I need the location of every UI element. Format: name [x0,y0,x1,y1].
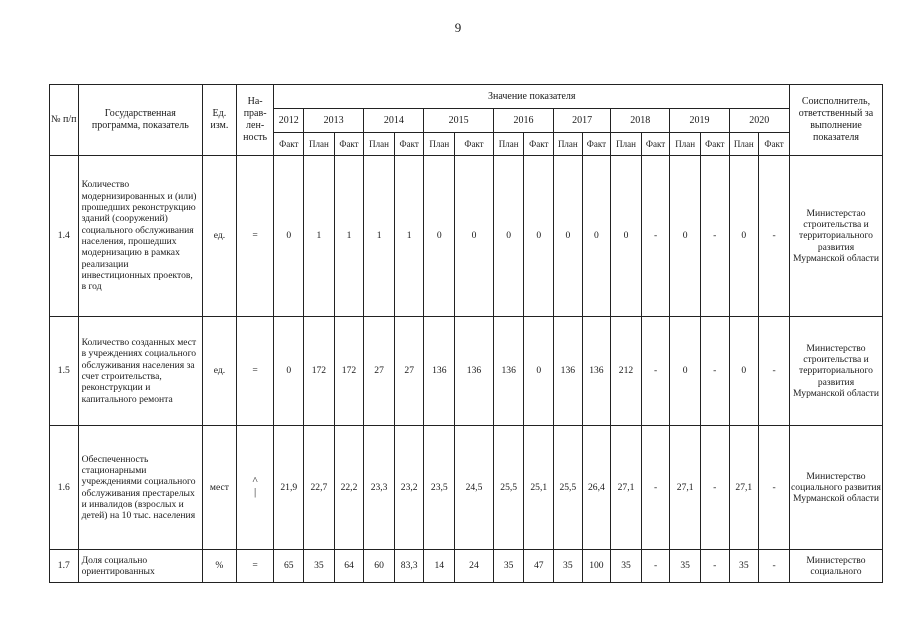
value-cell: 24,5 [455,426,494,550]
value-cell: 35 [670,550,701,583]
value-cell: 1 [304,156,335,317]
value-cell: - [641,317,670,426]
value-cell: 1 [394,156,424,317]
direction-cell: = [236,550,274,583]
value-cell: - [759,317,790,426]
value-cell: - [641,156,670,317]
value-cell: 136 [582,317,611,426]
value-cell: 0 [582,156,611,317]
value-cell: 35 [611,550,642,583]
year-header: 2019 [670,109,729,133]
indicator-name: Количество модернизированных и (или) прошедших реконструкцию зданий (сооружений) социального обслуживания населения, прошедших модернизацию в рамках реализации инвестиционных проектов, в год [78,156,203,317]
value-cell: 0 [493,156,524,317]
year-header: 2015 [424,109,493,133]
value-cell: 22,7 [304,426,335,550]
fact-header: Факт [641,133,670,156]
year-header: 2018 [611,109,670,133]
fact-header: Факт [274,133,304,156]
plan-header: План [729,133,759,156]
fact-header: Факт [334,133,364,156]
unit-cell: ед. [203,156,237,317]
value-cell: - [759,156,790,317]
value-cell: 47 [524,550,554,583]
value-cell: 35 [729,550,759,583]
value-cell: 136 [455,317,494,426]
year-header: 2012 [274,109,304,133]
value-cell: 35 [554,550,583,583]
row-number: 1.7 [50,550,79,583]
header-row-1 [50,85,883,109]
plan-header: План [364,133,395,156]
value-cell: 83,3 [394,550,424,583]
fact-header: Факт [455,133,494,156]
value-cell: 100 [582,550,611,583]
value-cell: 0 [524,317,554,426]
year-header: 2014 [364,109,424,133]
value-cell: 14 [424,550,455,583]
value-cell: - [700,426,729,550]
value-cell: 27,1 [611,426,642,550]
value-cell: 0 [670,156,701,317]
value-cell: 35 [304,550,335,583]
value-cell: 35 [493,550,524,583]
indicator-name: Количество созданных мест в учреждениях социального обслуживания населения за счет строительства, реконструкции и капитального ремонта [78,317,203,426]
row-number: 1.4 [50,156,79,317]
fact-header: Факт [524,133,554,156]
value-cell: 27 [364,317,395,426]
value-cell: 23,5 [424,426,455,550]
plan-header: План [554,133,583,156]
value-cell: 172 [304,317,335,426]
table-row [50,550,883,583]
value-cell: 65 [274,550,304,583]
direction-cell: = [236,317,274,426]
value-cell: 27,1 [670,426,701,550]
row-number: 1.6 [50,426,79,550]
value-cell: 1 [334,156,364,317]
unit-cell: мест [203,426,237,550]
direction-mark-bottom: | [254,486,257,499]
col-direction-header: На-прав-лен-ность [236,85,274,156]
value-cell: 0 [554,156,583,317]
year-header: 2020 [729,109,789,133]
page-number: 9 [454,20,462,35]
executor-cell: Министерство социального [789,550,882,583]
value-cell: 25,5 [554,426,583,550]
row-number: 1.5 [50,317,79,426]
direction-mark-top: ^ [252,475,258,488]
year-header: 2016 [493,109,553,133]
direction-cell [236,426,274,550]
indicator-name: Обеспеченность стационарными учреждениями социального обслуживания престарелых и инвалидов (взрослых и детей) на 10 тыс. населения [78,426,203,550]
value-cell: - [759,426,790,550]
unit-cell: % [203,550,237,583]
col-unit-header: Ед. изм. [203,85,237,156]
value-cell: 0 [670,317,701,426]
value-cell: 22,2 [334,426,364,550]
value-cell: 0 [455,156,494,317]
executor-cell: Министерство строительства и территориального развития Мурманской области [789,317,882,426]
value-cell: 27 [394,317,424,426]
value-cell: 0 [274,317,304,426]
value-cell: 136 [424,317,455,426]
value-cell: 0 [611,156,642,317]
plan-header: План [670,133,701,156]
value-cell: 136 [554,317,583,426]
indicator-table [49,84,883,583]
fact-header: Факт [394,133,424,156]
value-cell: 23,3 [364,426,395,550]
value-cell: 212 [611,317,642,426]
fact-header: Факт [759,133,790,156]
plan-header: План [304,133,335,156]
plan-header: План [611,133,642,156]
value-cell: 0 [274,156,304,317]
value-cell: 1 [364,156,395,317]
value-cell: - [700,550,729,583]
unit-cell: ед. [203,317,237,426]
value-group-header: Значение показателя [274,85,789,109]
value-cell: 136 [493,317,524,426]
value-cell: 172 [334,317,364,426]
value-cell: 0 [524,156,554,317]
executor-cell: Министерство социального развития Мурманской области [789,426,882,550]
value-cell: - [641,426,670,550]
executor-cell: Министерстао строительства и территориального развития Мурманской области [789,156,882,317]
year-header: 2017 [554,109,611,133]
value-cell: 0 [424,156,455,317]
value-cell: - [700,156,729,317]
value-cell: 23,2 [394,426,424,550]
fact-header: Факт [582,133,611,156]
indicator-name: Доля социально ориентированных [78,550,203,583]
value-cell: 25,1 [524,426,554,550]
plan-header: План [493,133,524,156]
value-cell: 26,4 [582,426,611,550]
direction-mark [253,476,258,498]
fact-header: Факт [700,133,729,156]
value-cell: 25,5 [493,426,524,550]
value-cell: 0 [729,317,759,426]
value-cell: 0 [729,156,759,317]
value-cell: 24 [455,550,494,583]
plan-header: План [424,133,455,156]
value-cell: 21,9 [274,426,304,550]
value-cell: - [641,550,670,583]
col-coexecutor-header: Соисполнитель, ответственный за выполнение показателя [789,85,882,156]
col-num-header: № п/п [50,85,79,156]
value-cell: 60 [364,550,395,583]
value-cell: 27,1 [729,426,759,550]
value-cell: - [759,550,790,583]
table-row [50,317,883,426]
direction-cell: = [236,156,274,317]
table-row [50,426,883,550]
year-header: 2013 [304,109,364,133]
col-program-header: Государственная программа, показатель [78,85,203,156]
table-row [50,156,883,317]
value-cell: - [700,317,729,426]
value-cell: 64 [334,550,364,583]
